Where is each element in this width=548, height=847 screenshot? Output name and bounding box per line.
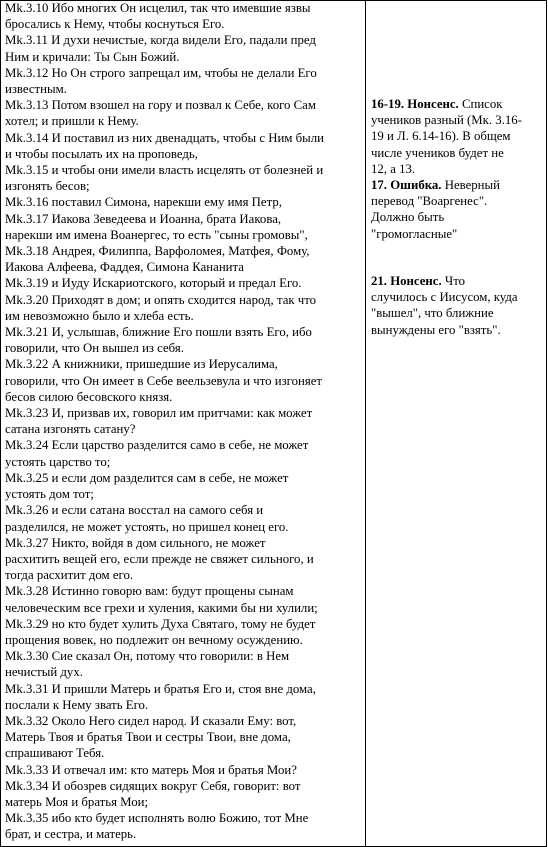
note-heading: 21. Нонсенс.	[371, 274, 442, 288]
note-text: Должно быть	[371, 210, 445, 225]
verse-line: Mk.3.28 Истинно говорю вам: будут прощены сынам	[5, 584, 294, 599]
note-text: 12, а 13.	[371, 161, 416, 176]
verse-line: прощения вовек, но подлежит он вечному осуждению.	[5, 632, 303, 647]
note-text: Список	[458, 97, 503, 111]
verse-line: Mk.3.13 Потом взошел на гору и позвал к Себе, кого Сам	[5, 98, 316, 113]
verse-line: Mk.3.21 И, услышав, ближние Его пошли взять Его, ибо	[5, 325, 312, 340]
verse-line: Mk.3.29 но кто будет хулить Духа Святаго, тому не будет	[5, 616, 316, 631]
verse-line: устоять дом тот;	[5, 487, 94, 502]
note-text: числе учеников будет не	[371, 145, 504, 160]
verse-line: Mk.3.26 и если сатана восстал на самого себя и	[5, 503, 264, 518]
note-heading: 17. Ошибка.	[371, 178, 442, 192]
verse-line: разделился, не может устоять, но пришел конец его.	[5, 519, 289, 534]
note-text: Что	[441, 274, 466, 288]
verse-line: Mk.3.30 Сие сказал Он, потому что говорили: в Нем	[5, 649, 290, 664]
verse-line: нечистый дух.	[5, 665, 83, 680]
verse-line: говорили, что Он имеет в Себе веельзевула и что изгоняет	[5, 373, 322, 388]
verse-line: Mk.3.25 и если дом разделится сам в себе, не может	[5, 470, 289, 485]
verse-line: человеческим все грехи и хуления, какими бы ни хулили;	[5, 600, 318, 615]
verse-line: Иакова Алфеева, Фаддея, Симона Кананита	[5, 260, 244, 275]
verse-line: хотел; и пришли к Нему.	[5, 114, 139, 129]
verse-line: изгонять бесов;	[5, 179, 90, 194]
verse-line: брат, и сестра, и матерь.	[5, 827, 137, 842]
note-text: учеников разный (Мк. 3.16-	[371, 113, 522, 128]
verse-line: известным.	[5, 82, 67, 97]
verse-line: спрашивают Тебя.	[5, 746, 105, 761]
verse-line: тогда расхитит дом его.	[5, 568, 134, 583]
note-heading: 16-19. Нонсенс.	[371, 97, 459, 111]
verse-line: нарекши им имена Воанергес, то есть "сыны громовы",	[5, 227, 308, 242]
verse-line: Mk.3.32 Около Него сидел народ. И сказали Ему: вот,	[5, 713, 297, 728]
note-17	[371, 177, 543, 242]
verse-column	[5, 0, 363, 843]
verse-line: Mk.3.18 Андрея, Филиппа, Варфоломея, Матфея, Фому,	[5, 244, 310, 259]
verse-line: Mk.3.23 И, призвав их, говорил им притчами: как может	[5, 406, 313, 421]
verse-line: бесов силою бесовского князя.	[5, 389, 173, 404]
verse-line: послали к Нему звать Его.	[5, 697, 149, 712]
verse-line: Mk.3.31 И пришли Матерь и братья Его и, стоя вне дома,	[5, 681, 316, 696]
note-text: 19 и Л. 6.14-16). В общем	[371, 129, 511, 144]
verse-line: Mk.3.10 Ибо многих Он исцелил, так что имевшие язвы	[5, 1, 311, 15]
note-text: перевод "Воаргенес".	[371, 194, 488, 209]
verse-line: Mk.3.14 И поставил из них двенадцать, чтобы с Ним были	[5, 130, 324, 145]
column-divider	[365, 0, 366, 847]
verse-line: Mk.3.35 ибо кто будет исполнять волю Божию, тот Мне	[5, 811, 309, 826]
verse-line: Mk.3.33 И отвечал им: кто матерь Моя и братья Мои?	[5, 762, 297, 777]
note-text: вынуждены его "взять".	[371, 322, 501, 337]
verse-line: Ним и кричали: Ты Сын Божий.	[5, 49, 180, 64]
note-text: "вышел", что ближние	[371, 306, 494, 321]
verse-line: Mk.3.11 И духи нечистые, когда видели Его, падали пред	[5, 33, 316, 48]
note-text: Неверный	[441, 178, 500, 192]
verse-line: говорили, что Он вышел из себя.	[5, 341, 184, 356]
note-16-19	[371, 96, 543, 177]
verse-line: Матерь Твоя и братья Твои и сестры Твои, вне дома,	[5, 730, 291, 745]
note-21	[371, 273, 543, 338]
verse-line: Mk.3.22 А книжники, пришедшие из Иерусалима,	[5, 357, 278, 372]
verse-line: им невозможно было и хлеба есть.	[5, 308, 194, 323]
note-text: "громогласные"	[371, 226, 458, 241]
verse-line: Mk.3.12 Но Он строго запрещал им, чтобы не делали Его	[5, 65, 317, 80]
verse-line: бросались к Нему, чтобы коснуться Его.	[5, 17, 225, 32]
verse-line: устоять царство то;	[5, 454, 111, 469]
verse-line: матерь Моя и братья Мои;	[5, 794, 149, 809]
verse-line: Mk.3.24 Если царство разделится само в себе, не может	[5, 438, 309, 453]
verse-line: Mk.3.27 Никто, войдя в дом сильного, не может	[5, 535, 266, 550]
verse-line: расхитить вещей его, если прежде не свяжет сильного, и	[5, 551, 314, 566]
verse-line: Mk.3.20 Приходят в дом; и опять сходится народ, так что	[5, 292, 317, 307]
verse-line: Mk.3.34 И обозрев сидящих вокруг Себя, говорит: вот	[5, 778, 301, 793]
verse-line: Mk.3.19 и Иуду Искариотского, который и предал Его.	[5, 276, 302, 291]
note-text: случилось с Иисусом, куда	[371, 290, 518, 305]
verse-line: Mk.3.16 поставил Симона, нарекши ему имя Петр,	[5, 195, 282, 210]
verse-line: Mk.3.17 Иакова Зеведеева и Иоанна, брата Иакова,	[5, 211, 282, 226]
verse-line: сатана изгонять сатану?	[5, 422, 136, 437]
verse-line: и чтобы посылать их на проповедь,	[5, 146, 198, 161]
verse-line: Mk.3.15 и чтобы они имели власть исцелять от болезней и	[5, 163, 324, 178]
